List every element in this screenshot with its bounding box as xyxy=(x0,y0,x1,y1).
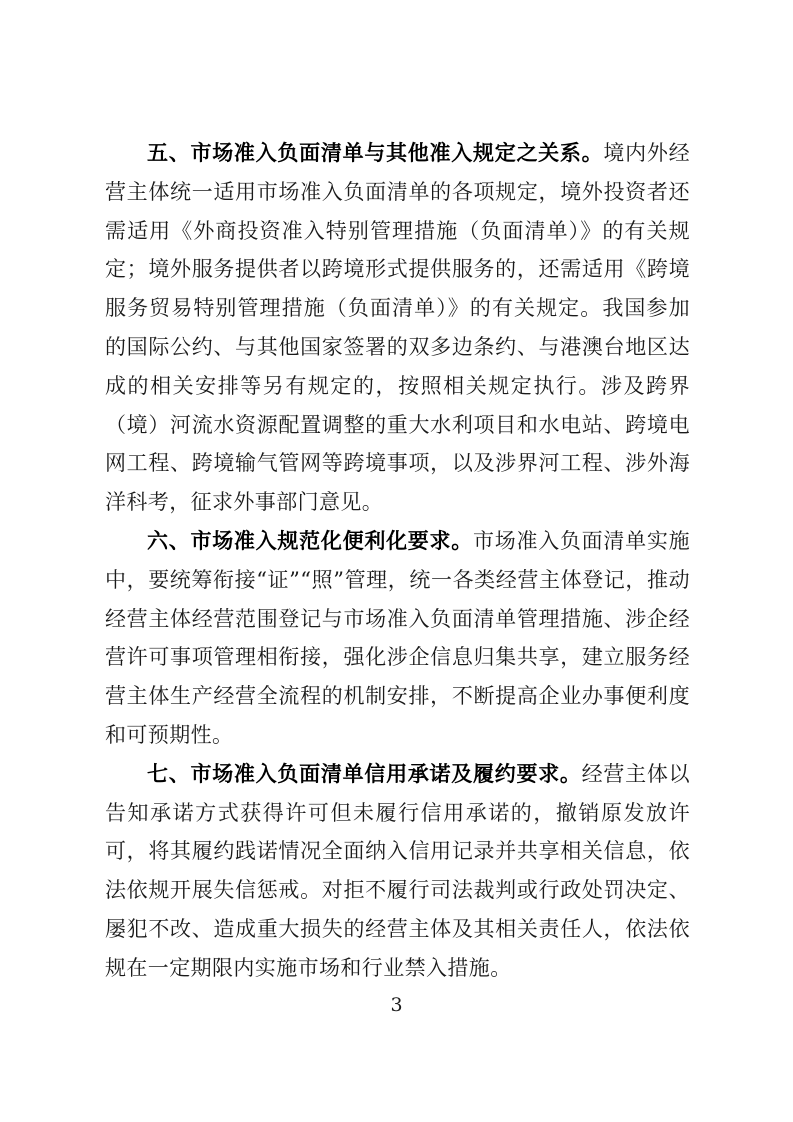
paragraph-6-body: 市场准入负面清单实施中，要统筹衔接“证”“照”管理，统一各类经营主体登记，推动经营主体经营范围登记与市场准入负面清单管理措施、涉企经营许可事项管理相衔接，强化涉企信息归集共享，建立服务经营主体生产经营全流程的机制安排，不断提高企业办事便利度和可预期性。 xyxy=(105,528,690,747)
paragraph-5-body: 境内外经营主体统一适用市场准入负面清单的各项规定，境外投资者还需适用《外商投资准入特别管理措施（负面清单）》的有关规定；境外服务提供者以跨境形式提供服务的，还需适用《跨境服务贸易特别管理措施（负面清单）》的有关规定。我国参加的国际公约、与其他国家签署的双多边条约、与港澳台地区达成的相关安排等另有规定的，按照相关规定执行。涉及跨界（境）河流水资源配置调整的重大水利项目和水电站、跨境电网工程、跨境输气管网等跨境事项，以及涉界河工程、涉外海洋科考，征求外事部门意见。 xyxy=(105,141,690,515)
document-content xyxy=(105,134,690,988)
paragraph-7-body: 经营主体以告知承诺方式获得许可但未履行信用承诺的，撤销原发放许可，将其履约践诺情况全面纳入信用记录并共享相关信息，依法依规开展失信惩戒。对拒不履行司法裁判或行政处罚决定、屡犯不改、造成重大损失的经营主体及其相关责任人，依法依规在一定期限内实施市场和行业禁入措施。 xyxy=(105,761,691,980)
page-number: 3 xyxy=(390,994,403,1016)
paragraph-5 xyxy=(105,134,690,522)
paragraph-5-heading: 五、市场准入负面清单与其他准入规定之关系。 xyxy=(147,141,604,165)
paragraph-6-heading: 六、市场准入规范化便利化要求。 xyxy=(147,528,473,553)
paragraph-6 xyxy=(105,522,690,755)
paragraph-7 xyxy=(105,755,690,988)
paragraph-7-heading: 七、市场准入负面清单信用承诺及履约要求。 xyxy=(147,761,582,786)
